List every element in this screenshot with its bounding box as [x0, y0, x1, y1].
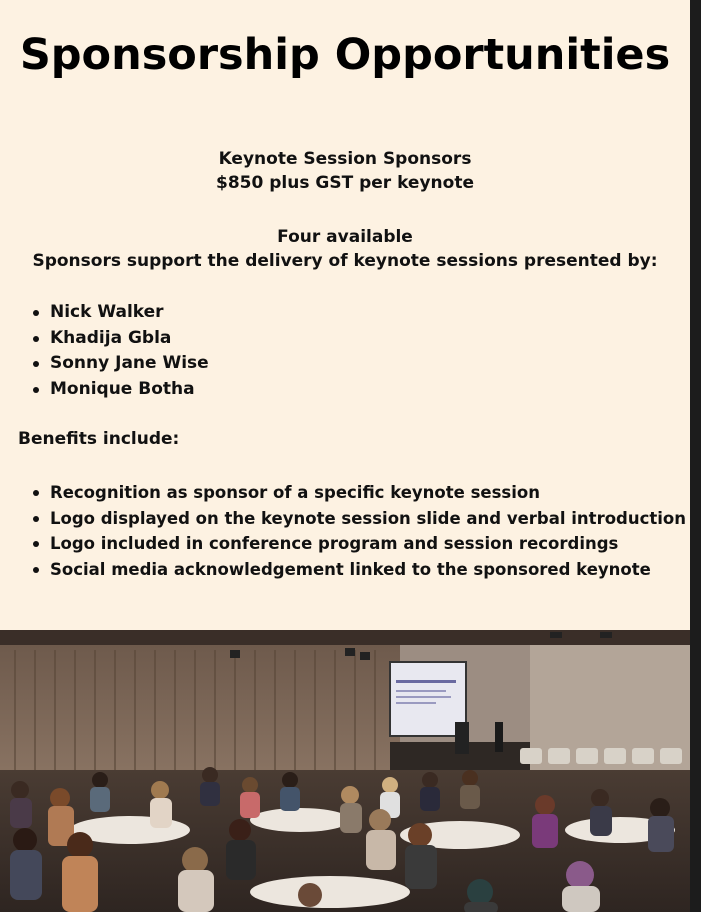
availability-block [0, 225, 690, 273]
list-item: Monique Botha [30, 377, 209, 403]
sponsor-price: $850 plus GST per keynote [216, 173, 474, 193]
list-item: Recognition as sponsor of a specific keynote session [30, 480, 686, 506]
list-item: Khadija Gbla [30, 326, 209, 352]
list-item: Sonny Jane Wise [30, 351, 209, 377]
benefits-heading: Benefits include: [18, 429, 180, 449]
page-title: Sponsorship Opportunities [19, 30, 671, 80]
list-item: Nick Walker [30, 300, 209, 326]
sponsor-type: Keynote Session Sponsors [218, 149, 472, 169]
list-item: Logo included in conference program and session recordings [30, 531, 686, 557]
benefits-list [30, 480, 686, 582]
presenter-list [30, 300, 209, 402]
list-item: Logo displayed on the keynote session slide and verbal introduction [30, 506, 686, 532]
keynote-sponsor-header [0, 147, 690, 195]
conference-audience-photo [0, 630, 690, 912]
availability-count: Four available [277, 227, 413, 247]
availability-description: Sponsors support the delivery of keynote sessions presented by: [32, 251, 658, 271]
window-edge [690, 0, 701, 912]
list-item: Social media acknowledgement linked to the sponsored keynote [30, 557, 686, 583]
